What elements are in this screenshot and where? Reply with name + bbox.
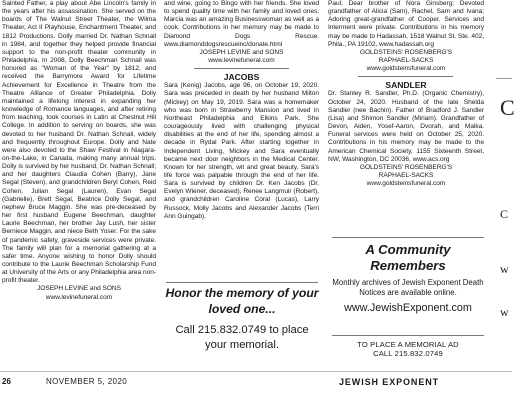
issue-date: NOVEMBER 5, 2020 xyxy=(46,377,128,386)
divider xyxy=(496,78,512,79)
promo-headline: A Community Remembers xyxy=(365,242,451,273)
memorial-ad-promo xyxy=(164,286,320,352)
divider xyxy=(194,68,289,69)
publication-name: JEWISH EXPONENT xyxy=(339,377,440,387)
funeral-home-url[interactable]: www.goldsteinsfuneral.com xyxy=(366,180,446,188)
funeral-home-url[interactable]: www.goldsteinsfuneral.com xyxy=(366,65,446,73)
funeral-home-name: JOSEPH LEVINE and SONS xyxy=(199,48,284,56)
funeral-home-name-2: RAPHAEL-SACKS xyxy=(378,171,434,179)
obituary-column-1 xyxy=(2,0,156,302)
promo-call-to-action: Call 215.832.0749 to place your memorial. xyxy=(175,324,309,351)
promo-subtext: Monthly archives of Jewish Exponent Death Notices are available online. xyxy=(332,278,484,297)
memorial-ad-line: TO PLACE A MEMORIAL AD xyxy=(357,340,459,349)
funeral-home-url[interactable]: www.levinefuneral.com xyxy=(45,293,113,301)
obituary-heading-sandler: SANDLER xyxy=(385,80,427,91)
divider xyxy=(358,76,453,77)
cutoff-text: C xyxy=(500,207,509,221)
promo-headline: Honor the memory of your loved one... xyxy=(165,286,319,316)
funeral-home-name-2: RAPHAEL-SACKS xyxy=(378,57,434,65)
divider xyxy=(166,282,318,283)
cutoff-text: w xyxy=(500,262,509,276)
obituary-column-3 xyxy=(328,0,484,188)
cutoff-text: w xyxy=(500,305,509,319)
community-remembers-promo xyxy=(330,242,486,315)
funeral-home-name: JOSEPH LEVINE and SONS xyxy=(37,285,121,293)
page-number: 26 xyxy=(2,377,11,386)
divider xyxy=(332,237,484,238)
memorial-ad-phone: CALL 215.832.0749 xyxy=(373,349,443,358)
obituary-text-continued: Paul; Dear brother of Nora Ginsberg; Devoted grandfather of Alicia (Sam), Rachel, Sam and Ivana; Adoring great-grandfather of Cooper. Services and Interment were private. Contributions in his memory may be made to Hadassah, 1518 Walnut St. Ste. 402, Phila., PA 19102, www.hadassah.org xyxy=(328,0,484,48)
funeral-home-name: GOLDSTEINS' ROSENBERG'S xyxy=(359,163,453,171)
divider xyxy=(332,335,484,336)
footer-divider xyxy=(0,371,512,372)
cutoff-heading-letter: C xyxy=(500,95,515,120)
obituary-heading-jacobs: JACOBS xyxy=(223,72,260,83)
obituary-text-continued: and wine, going to Bingo with her friends. She loved to spend quality time with her family and loved ones. Marcia was an amazing Businesswoman as well as a cook. Contributions in her memory may be made to Diamond Dogs Rescue. www.diamonddogsrescueinc/donate.html xyxy=(164,0,319,48)
obituary-text-schnall: Sainted Father, a play about Abe Lincoln's family in the years after his assassination. She served on the boards of The Walnut Street Theater, the Wilma Theater, Act II Playhouse, Enchantment Theater, and 1812 Productions. Dolly married Dr. Nathan Schnall in 1984, and together they helped provide financial support to the non-profit theater community in Philadelphia. In 2008, Dolly Beechman Schnall was honored as "Woman of the Year" by 1812, and received the Barrymore Award for Lifetime Achievement for Excellence in Theatre from the Theatre Alliance of Greater Philadelphia. Dolly maintained a lifelong interest in expanding her knowledge of Romance languages, and after retiring from teaching, took courses in Latin at Chestnut Hill College. In addition to serving on boards, she was devoted to her husband Dr. Nathan Schnall, widely and frequently throughout Europe. Dolly and Nate were also devoted to the Shaw Festival in Niagara-on-the-Lake, in Canada, making many annual trips. Dolly is survived by her husband, Dr. Nathan Schnall; and her daughters Claudia Cohen (Barry), Jane Segal (Steven), and grandchildren Beryl Cohen, Reid Cohen, Julian Segal (Lauren), Evan Segal (Gabrielle), Brett Segal, Beatrice Dolly Segal, and nephew Bruce Maggin. She was pre-deceased by her first husband Eugene Beechman, daughter Laurie Beechman, her brother Jay Lush, her sister Berniece Maggin, and niece Beth Yoser. For the sake of pandemic safety, graveside services were private. The family will plan for a memorial gathering at a safer time. Anyone wishing to honor Dolly should contribute to the Laurie Beechman Scholarship Fund at University of the Arts or any Philadelphia area non-profit theater. xyxy=(2,0,156,285)
memorial-ad-notice xyxy=(330,340,486,358)
promo-url[interactable]: www.JewishExponent.com xyxy=(344,302,472,314)
obituary-text-sandler: Dr. Stanley R. Sandler, Ph.D. (Organic Chemistry), October 24, 2020. Husband of the late Shelda Sandler (nee Bachin). Father of Bradford J. Sandler (Lisa) and Shimon Sandler (Miriam). Grandfather of Devon, Aiden, Yosef-Aaron, Dvorah, and Malka. Funeral services were held on October 25, 2020. Contributions in his memory may be made to the American Chemical Society, 1155 Sixteenth Street, NW, Washington, DC 20036, www.acs.org xyxy=(328,90,484,163)
obituary-column-2 xyxy=(164,0,319,221)
obituary-text-jacobs: Sara (Kenig) Jacobs, age 96, on October 19, 2020. Sara was preceded in death by her husband Milton (Mickey) on May 19, 2019. Sara was a homemaker who was born in Strawberry Mansion and lived in Northeast Philadelphia and Elkins Park. She courageously lived with challenging physical disabilities at the end of her life, spending almost a decade in Rydal Park. After starting together in Independent Living, Mickey and Sara eventually became next door neighbors in the Medical Center. Known for her strength, wit and great beauty, Sara's life force was palpable through the end of her life. Sara is survived by children Dr. Ken Jacobs (Dr. Evelyn Wiener, deceased), Renee Langmuir (Robert), and grandchildren Caroline Coral (Lucas), Larry Russock, Molly Jacobs and Alexander Jacobs (Terri Ann Guingab). xyxy=(164,82,319,220)
funeral-home-url[interactable]: www.levinefuneral.com xyxy=(208,57,275,65)
funeral-home-name: GOLDSTEINS' ROSENBERG'S xyxy=(359,48,453,56)
